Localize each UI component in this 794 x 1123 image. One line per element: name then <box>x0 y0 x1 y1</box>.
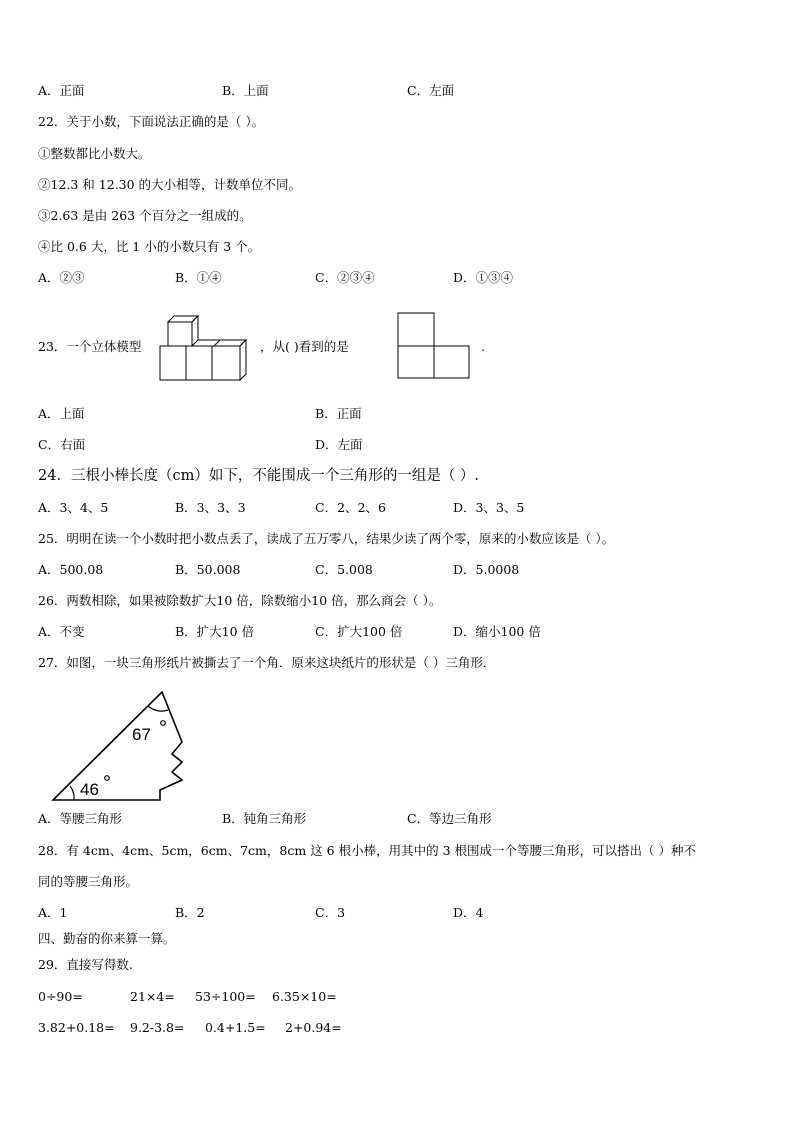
q28-option-c: C．3 <box>315 905 346 920</box>
q22-option-a: A．②③ <box>38 270 85 285</box>
q24-option-b: B．3、3、3 <box>175 500 246 515</box>
q27-angle-top-label: 67 <box>132 725 151 744</box>
q26-option-b: B．扩大10 倍 <box>175 624 255 639</box>
q21-option-a: A．正面 <box>38 83 85 98</box>
q29-expr-2: 21×4= <box>130 989 175 1004</box>
q28-option-a: A．1 <box>38 905 68 920</box>
q24-option-d: D．3、3、5 <box>453 500 525 515</box>
q23-option-d: D．左面 <box>315 437 363 452</box>
q23-option-a: A．上面 <box>38 406 85 421</box>
q24-option-c: C．2、2、6 <box>315 500 386 515</box>
q29-expr-4: 6.35×10= <box>272 989 337 1004</box>
q22-statement-1: ①整数都比小数大。 <box>38 146 151 161</box>
q23-option-b: B．正面 <box>315 406 362 421</box>
q23-view-figure <box>397 312 471 380</box>
q27-stem: 27．如图，一块三角形纸片被撕去了一个角．原来这块纸片的形状是（ ）三角形． <box>38 655 496 670</box>
q29-stem: 29．直接写得数. <box>38 957 133 972</box>
q27-option-c: C．等边三角形 <box>407 811 492 826</box>
q25-option-b: B．50.008 <box>175 562 241 577</box>
q23-stem-before: 23．一个立体模型 <box>38 339 142 354</box>
q23-stem-mid: ，从( )看到的是 <box>260 339 349 354</box>
q25-option-a: A．500.08 <box>38 562 104 577</box>
q28-option-b: B．2 <box>175 905 205 920</box>
q21-option-b: B．上面 <box>222 83 269 98</box>
q26-option-c: C．扩大100 倍 <box>315 624 403 639</box>
q29-expr-6: 9.2-3.8= <box>130 1020 185 1035</box>
q27-angle-bottom-label: 46 <box>80 780 99 799</box>
q24-option-a: A．3、4、5 <box>38 500 109 515</box>
q25-option-d: D．5.0008 <box>453 562 520 577</box>
section-4-heading: 四、勤奋的你来算一算。 <box>38 931 176 946</box>
q24-stem: 24．三根小棒长度（cm）如下，不能围成一个三角形的一组是（ ）. <box>38 468 480 484</box>
q22-option-d: D．①③④ <box>453 270 514 285</box>
q22-stem: 22．关于小数，下面说法正确的是（ ）。 <box>38 114 265 129</box>
q21-option-c: C．左面 <box>407 83 455 98</box>
q27-torn-triangle-figure <box>50 690 190 804</box>
q29-expr-8: 2+0.94= <box>285 1020 342 1035</box>
q25-option-c: C．5.008 <box>315 562 373 577</box>
q27-option-b: B．钝角三角形 <box>222 811 307 826</box>
q29-expr-3: 53÷100= <box>195 989 256 1004</box>
q26-option-a: A．不变 <box>38 624 85 639</box>
q29-expr-5: 3.82+0.18= <box>38 1020 115 1035</box>
q23-option-c: C．右面 <box>38 437 86 452</box>
q25-stem: 25．明明在读一个小数时把小数点丢了，读成了五万零八，结果少读了两个零，原来的小数应该是（ ）。 <box>38 531 615 546</box>
q29-expr-1: 0÷90= <box>38 989 83 1004</box>
q22-statement-4: ④比 0.6 大，比 1 小的小数只有 3 个。 <box>38 239 261 254</box>
q28-stem-line1: 28．有 4cm、4cm、5cm，6cm、7cm，8cm 这 6 根小棒，用其中的 3 根围成一个等腰三角形，可以搭出（ ）种不 <box>38 843 696 858</box>
q23-model-figure <box>158 312 250 382</box>
q29-expr-7: 0.4+1.5= <box>205 1020 266 1035</box>
q26-stem: 26．两数相除，如果被除数扩大10 倍，除数缩小10 倍，那么商会（ ）。 <box>38 593 442 608</box>
q22-option-b: B．①④ <box>175 270 222 285</box>
q28-stem-line2: 同的等腰三角形。 <box>38 874 139 889</box>
q22-statement-2: ②12.3 和 12.30 的大小相等，计数单位不同。 <box>38 177 302 192</box>
q22-statement-3: ③2.63 是由 263 个百分之一组成的。 <box>38 208 252 223</box>
q23-stem-end: . <box>481 339 485 354</box>
q27-option-a: A．等腰三角形 <box>38 811 123 826</box>
q26-option-d: D．缩小100 倍 <box>453 624 541 639</box>
q28-option-d: D．4 <box>453 905 484 920</box>
q22-option-c: C．②③④ <box>315 270 375 285</box>
